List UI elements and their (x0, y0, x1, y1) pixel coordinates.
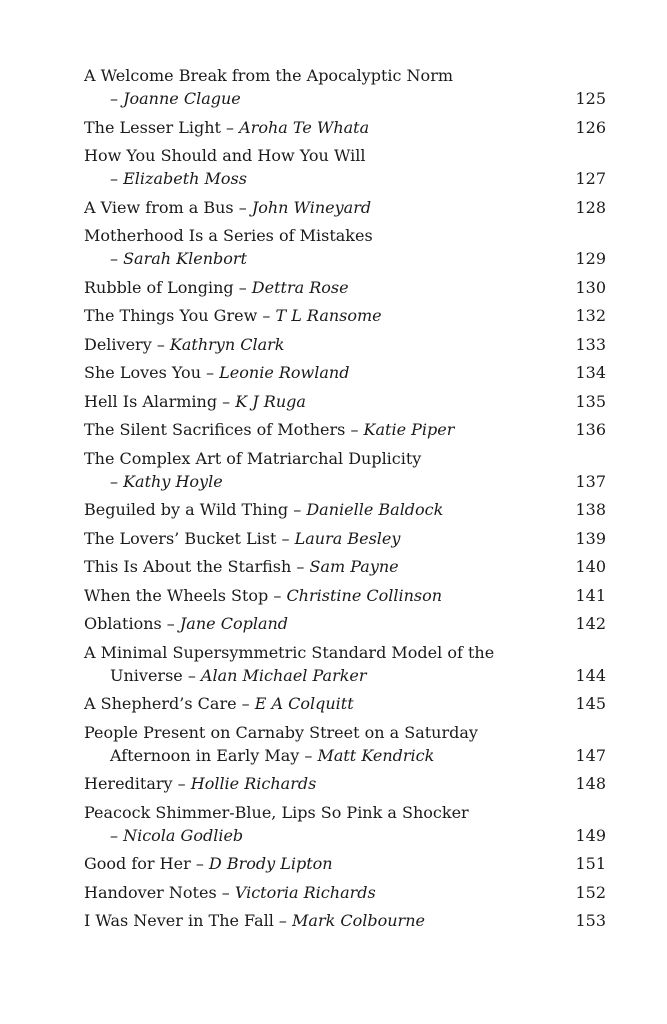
entry-author: Nicola Godlieb (123, 825, 244, 845)
entry-author: Elizabeth Moss (123, 169, 247, 188)
entry-author: Sam Payne (309, 557, 399, 576)
entry-author: Sarah Klenbort (123, 249, 247, 268)
entry-title-lead: – (110, 471, 124, 491)
entry-title-lead: A Shepherd’s Care – (84, 694, 255, 713)
entry-author: Mark Colbourne (292, 911, 425, 930)
entry-title-line: People Present on Carnaby Street on a Saturday (84, 722, 478, 742)
entry-final-line (84, 527, 556, 550)
entry-page-number: 136 (575, 420, 606, 439)
entry-author: Joanne Clague (123, 89, 241, 108)
toc-entry (84, 584, 606, 607)
entry-page-number: 125 (575, 89, 606, 108)
entry-author: Christine Collinson (286, 585, 443, 605)
toc-entry (84, 801, 606, 847)
entry-author: Matt Kendrick (317, 745, 435, 765)
entry-page-number: 128 (575, 197, 606, 217)
entry-author: Hollie Richards (190, 774, 317, 793)
entry-final-line (84, 498, 556, 521)
entry-author: Jane Copland (179, 614, 289, 633)
entry-final-line (84, 744, 556, 767)
entry-final-line (84, 361, 556, 384)
entry-title-lead: Beguiled by a Wild Thing – (84, 500, 307, 519)
entry-final-line (84, 692, 556, 715)
entry-title-line: A Minimal Supersymmetric Standard Model of the (84, 642, 495, 662)
toc-entry (84, 196, 606, 219)
entry-final-line (84, 87, 556, 110)
entry-title-lead: She Loves You – (84, 363, 220, 382)
entry-page-number: 147 (575, 745, 606, 765)
entry-title-lead: – (110, 249, 124, 268)
entry-final-line (84, 196, 556, 219)
entry-title-lead: A View from a Bus – (84, 197, 252, 217)
entry-page-number: 129 (575, 249, 606, 268)
toc-entry (84, 116, 606, 139)
entry-final-line (84, 909, 556, 932)
table-of-contents (84, 64, 606, 938)
toc-entry (84, 852, 606, 875)
entry-author: Victoria Richards (234, 882, 376, 902)
entry-title-line: The Complex Art of Matriarchal Duplicity (84, 448, 422, 468)
toc-entry (84, 144, 606, 190)
entry-title-lead: Hereditary – (84, 774, 191, 793)
entry-final-line (84, 304, 556, 327)
entry-page-number: 134 (575, 363, 606, 382)
entry-page-number: 140 (575, 557, 606, 576)
entry-title-lead: When the Wheels Stop – (84, 585, 287, 605)
entry-author: K J Ruga (235, 391, 306, 411)
entry-page-number: 152 (575, 882, 606, 902)
toc-entry (84, 555, 606, 578)
entry-page-number: 127 (575, 169, 606, 188)
entry-title-lead: Good for Her – (84, 854, 209, 873)
entry-final-line (84, 418, 556, 441)
entry-title-lead: This Is About the Starfish – (84, 557, 310, 576)
entry-final-line (84, 167, 556, 190)
entry-final-line (84, 116, 556, 139)
entry-title-lead: Oblations – (84, 614, 180, 633)
entry-page-number: 141 (575, 585, 606, 605)
entry-page-number: 130 (575, 277, 606, 297)
entry-final-line (84, 664, 556, 687)
entry-title-lead: – (110, 89, 124, 108)
entry-final-line (84, 852, 556, 875)
toc-entry (84, 641, 606, 687)
toc-entry (84, 64, 606, 110)
entry-title-lead: Afternoon in Early May – (110, 745, 318, 765)
toc-entry (84, 276, 606, 299)
entry-author: D Brody Lipton (208, 854, 333, 873)
entry-author: Danielle Baldock (306, 500, 444, 519)
toc-entry (84, 692, 606, 715)
toc-entry (84, 909, 606, 932)
entry-title-lead: Universe – (110, 665, 201, 685)
entry-author: Katie Piper (363, 420, 455, 439)
entry-final-line (84, 333, 556, 356)
entry-page-number: 153 (575, 911, 606, 930)
entry-title-lead: Delivery – (84, 334, 170, 354)
entry-final-line (84, 247, 556, 270)
entry-title-lead: The Lovers’ Bucket List – (84, 528, 295, 548)
toc-entry (84, 612, 606, 635)
entry-title-lead: The Lesser Light – (84, 117, 240, 137)
entry-author: Aroha Te Whata (239, 117, 370, 137)
toc-entry (84, 447, 606, 493)
entry-title-lead: – (110, 169, 124, 188)
entry-final-line (84, 824, 556, 847)
entry-page-number: 126 (575, 117, 606, 137)
toc-entry (84, 390, 606, 413)
entry-title-lead: Handover Notes – (84, 882, 235, 902)
entry-title-lead: The Things You Grew – (84, 306, 276, 325)
entry-author: Kathy Hoyle (123, 471, 223, 491)
entry-title-lead: Hell Is Alarming – (84, 391, 236, 411)
entry-final-line (84, 881, 556, 904)
entry-title-lead: Rubble of Longing – (84, 277, 252, 297)
entry-page-number: 132 (575, 306, 606, 325)
toc-entry (84, 361, 606, 384)
entry-page-number: 149 (575, 825, 606, 845)
entry-final-line (84, 555, 556, 578)
entry-final-line (84, 772, 556, 795)
entry-title-line: Motherhood Is a Series of Mistakes (84, 226, 373, 245)
entry-final-line (84, 276, 556, 299)
entry-author: T L Ransome (275, 306, 382, 325)
entry-title-lead: The Silent Sacrifices of Mothers – (84, 420, 364, 439)
entry-title-line: Peacock Shimmer-Blue, Lips So Pink a Shocker (84, 802, 469, 822)
entry-page-number: 142 (575, 614, 606, 633)
entry-page-number: 138 (575, 500, 606, 519)
entry-author: Kathryn Clark (169, 334, 285, 354)
entry-page-number: 148 (575, 774, 606, 793)
entry-title-lead: – (110, 825, 124, 845)
entry-final-line (84, 390, 556, 413)
toc-entry (84, 304, 606, 327)
entry-page-number: 151 (575, 854, 606, 873)
toc-entry (84, 772, 606, 795)
entry-author: E A Colquitt (254, 694, 354, 713)
toc-entry (84, 224, 606, 270)
toc-entry (84, 333, 606, 356)
entry-page-number: 137 (575, 471, 606, 491)
entry-final-line (84, 470, 556, 493)
entry-title-line: How You Should and How You Will (84, 146, 366, 165)
toc-entry (84, 498, 606, 521)
entry-final-line (84, 612, 556, 635)
toc-entry (84, 527, 606, 550)
entry-author: Leonie Rowland (219, 363, 350, 382)
entry-title-line: A Welcome Break from the Apocalyptic Norm (84, 66, 454, 85)
toc-entry (84, 721, 606, 767)
entry-page-number: 144 (575, 665, 606, 685)
toc-entry (84, 881, 606, 904)
toc-entry (84, 418, 606, 441)
entry-page-number: 135 (575, 391, 606, 411)
entry-author: Laura Besley (294, 528, 401, 548)
entry-author: John Wineyard (251, 197, 372, 217)
entry-final-line (84, 584, 556, 607)
entry-author: Alan Michael Parker (200, 665, 367, 685)
entry-title-lead: I Was Never in The Fall – (84, 911, 293, 930)
entry-page-number: 133 (575, 334, 606, 354)
entry-author: Dettra Rose (251, 277, 349, 297)
entry-page-number: 145 (575, 694, 606, 713)
entry-page-number: 139 (575, 528, 606, 548)
